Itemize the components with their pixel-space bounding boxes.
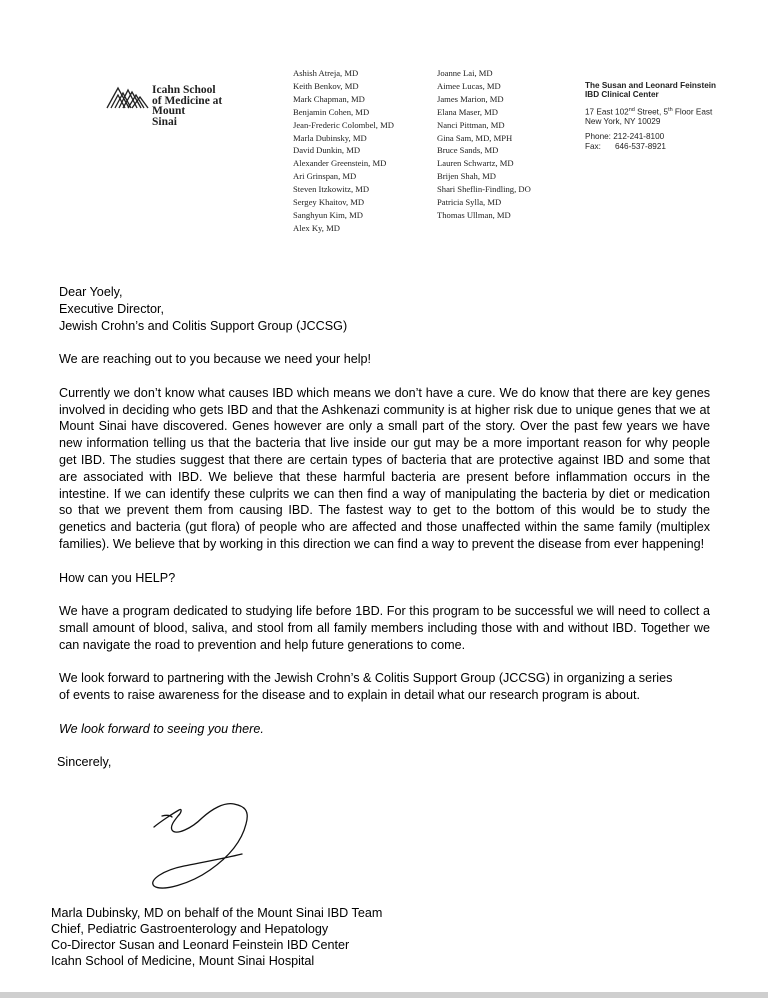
physician-name: Marla Dubinsky, MD xyxy=(293,132,367,143)
mountain-logo-icon xyxy=(106,84,152,110)
physician-name: Alex Ky, MD xyxy=(293,222,340,233)
physician-name: Nanci Pittman, MD xyxy=(437,119,505,130)
logo-line: Sinai xyxy=(152,115,177,128)
recipient-organization: Jewish Crohn’s and Colitis Support Group (JCCSG) xyxy=(59,318,348,333)
paragraph-partnership-line-1: We look forward to partnering with the Jewish Crohn’s & Colitis Support Group (JCCSG) in organizing a series xyxy=(59,671,673,686)
paragraph-research: Currently we don’t know what causes IBD which means we don’t have a cure. We do know that there are key genes involved in deciding who gets IBD and that the Ashkenazi community is at higher risk due to unique genes that we at Mount Sinai have discovered. Genes however are only a small part of the story. Over the past few years we have new information telling us that the bacteria that live inside our gut may be a more important reason for why people get IBD. The studies suggest that there are certain types of bacteria that are protective against IBD and some that are associated with IBD. We believe that these harmful bacteria are present before inflammation occurs in the intestine. If we can identify these culprits we can then find a way of manipulating the bacteria by diet or medication so that we prevent them from causing IBD. The fastest way to get to the bottom of this would be to study the genetics and bacteria (gut flora) of people who are affected and those unaffected within the same family (multiplex families). We believe that by working in this direction we can find a way to prevent the disease from ever happening! xyxy=(59,385,710,551)
letter-body xyxy=(59,284,710,771)
recipient-title: Executive Director, xyxy=(59,301,164,316)
physician-name: Elana Maser, MD xyxy=(437,106,498,117)
physician-name: Brijen Shah, MD xyxy=(437,171,496,182)
logo-line: Mount xyxy=(152,105,186,117)
physician-name: Lauren Schwartz, MD xyxy=(437,158,514,169)
physician-name: Benjamin Cohen, MD xyxy=(293,106,370,117)
physician-name: Joanne Lai, MD xyxy=(437,68,493,78)
physician-name: Thomas Ullman, MD xyxy=(437,209,511,220)
center-name: The Susan and Leonard Feinstein xyxy=(585,81,717,90)
logo-wordmark xyxy=(152,85,222,127)
physician-name: Sergey Khaitov, MD xyxy=(293,197,365,208)
physician-name: Gina Sam, MD, MPH xyxy=(437,132,513,143)
center-name-subtitle: IBD Clinical Center xyxy=(585,90,659,100)
paragraph-partnership-line-2: of events to raise awareness for the disease and to explain in detail what our research program is about. xyxy=(59,688,641,703)
signer-title: Chief, Pediatric Gastroenterology and Hepatology xyxy=(51,922,329,936)
physician-list-column-2 xyxy=(437,67,531,222)
page-bottom-edge xyxy=(0,992,768,998)
opening-line: We are reaching out to you because we need your help! xyxy=(59,352,372,367)
physician-name: Bruce Sands, MD xyxy=(437,145,499,156)
physician-list-column-1 xyxy=(293,67,394,235)
physician-name: Alexander Greenstein, MD xyxy=(293,158,387,169)
fax-number: 646-537-8921 xyxy=(614,141,666,151)
logo-line: of Medicine at xyxy=(152,94,223,107)
physician-name: David Dunkin, MD xyxy=(293,145,361,156)
sign-off: Sincerely, xyxy=(57,755,112,770)
physician-name: Shari Sheflin-Findling, DO xyxy=(437,184,531,195)
physician-name: Aimee Lucas, MD xyxy=(437,80,501,91)
phone-number: Phone: 212-241-8100 xyxy=(585,132,665,142)
signer-title: Co-Director Susan and Leonard Feinstein IBD Center xyxy=(51,938,350,952)
physician-name: Ashish Atreja, MD xyxy=(293,68,359,78)
signer-block xyxy=(51,905,382,969)
institution-logo xyxy=(106,82,246,132)
handwritten-signature xyxy=(146,800,258,894)
signer-name: Marla Dubinsky, MD on behalf of the Mount Sinai IBD Team xyxy=(51,906,383,920)
paragraph-program: We have a program dedicated to studying life before 1BD. For this program to be successful we will need to collect a small amount of blood, saliva, and stool from all family members including those with and without IBD. Together we can navigate the road to prevention and help future generations to come. xyxy=(59,604,710,652)
signer-affiliation: Icahn School of Medicine, Mount Sinai Hospital xyxy=(51,954,315,968)
physician-name: James Marion, MD xyxy=(437,93,504,104)
fax-label: Fax: xyxy=(585,141,601,151)
physician-name: Jean-Frederic Colombel, MD xyxy=(293,119,394,130)
physician-name: Patricia Sylla, MD xyxy=(437,197,502,208)
closing-line: We look forward to seeing you there. xyxy=(59,721,264,736)
help-question: How can you HELP? xyxy=(59,570,176,585)
center-address-block xyxy=(585,81,716,151)
physician-name: Keith Benkov, MD xyxy=(293,80,359,91)
logo-line: Icahn School xyxy=(152,84,216,96)
physician-name: Ari Grinspan, MD xyxy=(293,171,357,182)
fax-line xyxy=(585,142,716,151)
salutation: Dear Yoely, xyxy=(59,285,123,299)
physician-name: Steven Itzkowitz, MD xyxy=(293,184,370,195)
city-address: New York, NY 10029 xyxy=(585,116,661,126)
physician-name: Mark Chapman, MD xyxy=(293,93,365,104)
street-address: 17 East 102nd Street, 5th Floor East xyxy=(585,106,713,117)
physician-name: Sanghyun Kim, MD xyxy=(293,209,363,220)
